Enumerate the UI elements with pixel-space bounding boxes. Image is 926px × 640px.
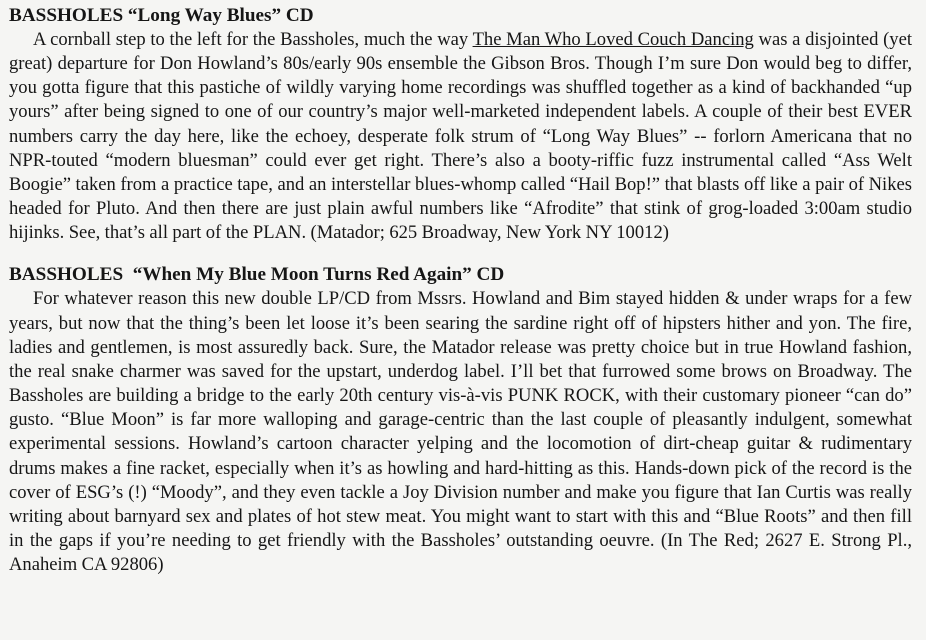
review-blue-moon — [9, 263, 912, 577]
review-body: For whatever reason this new double LP/CD from Mssrs. Howland and Bim stayed hidden & under wraps for a few years, but now that the thing’s been let loose it’s been searing the sardine right off of hipsters hither and yon. The fire, ladies and gentlemen, is most assuredly back. Sure, the Matador release was pretty choice but in true Howland fashion, the real snake charmer was saved for the upstart, underdog label. I’ll bet that furrowed some brows on Broadway. The Bassholes are building a bridge to the early 20th century vis-à-vis PUNK ROCK, with their customary pioneer “can do” gusto. “Blue Moon” is far more walloping and garage-centric than the last couple of pleasantly indulgent, somewhat experimental sessions. Howland’s cartoon character yelping and the locomotion of dirt-cheap guitar & rudimentary drums makes a fine racket, especially when it’s as howling and hard-hitting as this. Hands-down pick of the record is the cover of ESG’s (!) “Moody”, and they even tackle a Joy Division number and make you figure that Ian Curtis was really writing about barnyard sex and plates of hot stew meat. You might want to start with this and “Blue Roots” and then fill in the gaps if you’re needing to get friendly with the Bassholes’ outstanding oeuvre. (In The Red; 2627 E. Strong Pl., Anaheim CA 92806) — [9, 288, 912, 576]
review-body-rest: was a disjointed (yet great) departure for Don Howland’s 80s/early 90s ensemble the Gibson Bros. Though I’m sure Don would beg to differ, you gotta figure that this pastiche of wildly varying home recordings was shuffled together as a kind of backhanded “up yours” after being signed to one of our country’s major well-marketed independent labels. A couple of their best EVER numbers carry the day here, like the echoey, desperate folk strum of “Long Way Blues” -- forlorn Americana that no NPR-touted “modern bluesman” could ever get right. There’s also a booty-riffic fuzz instrumental called “Ass Welt Boogie” taken from a practice tape, and an interstellar blues-whomp called “Hail Bop!” that blasts off like a pair of Nikes headed for Pluto. And then there are just plain awful numbers like “Afrodite” that stink of grog-loaded 3:00am studio hijinks. See, that’s all part of the PLAN. (Matador; 625 Broadway, New York NY 10012) — [9, 29, 913, 244]
review-title: BASSHOLES “When My Blue Moon Turns Red Again” CD — [9, 264, 505, 286]
review-body — [9, 28, 912, 245]
review-body-intro: A cornball step to the left for the Bassholes, much the way — [33, 29, 473, 50]
referenced-album-title: The Man Who Loved Couch Dancing — [472, 29, 754, 50]
review-title: BASSHOLES “Long Way Blues” CD — [9, 5, 314, 26]
review-column — [9, 4, 912, 577]
review-long-way-blues — [9, 4, 912, 245]
